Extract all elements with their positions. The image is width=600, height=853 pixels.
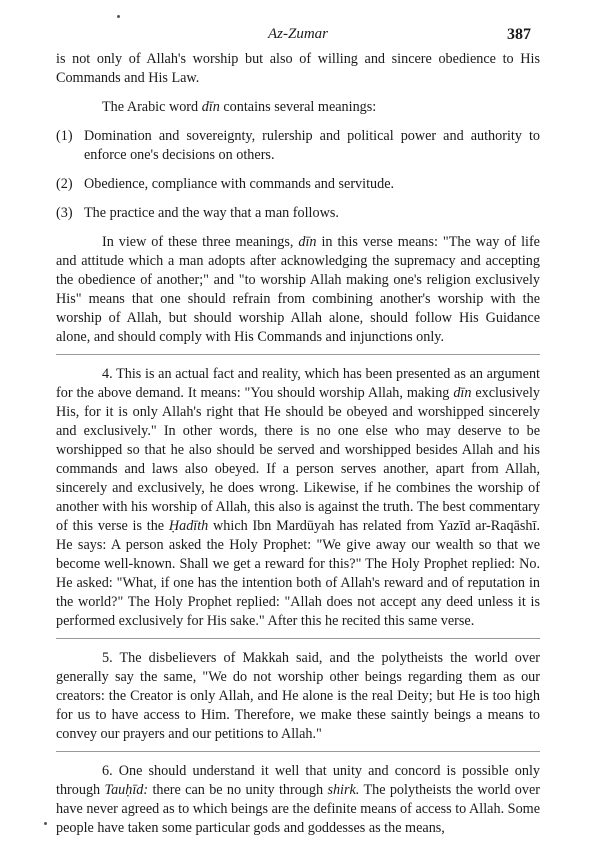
list-text: The practice and the way that a man follows. [84, 205, 339, 221]
scan-speck [44, 822, 47, 825]
list-item [56, 127, 540, 165]
list-number: (3) [56, 205, 73, 221]
list-number: (1) [56, 128, 73, 144]
paragraph-note-6 [56, 762, 540, 838]
text-run: In view of these three meanings, [102, 234, 299, 250]
text-run: 6. One should understand it well that unity and concord is possible only through [56, 763, 540, 798]
term-hadith: Ḥadīth [168, 518, 209, 534]
body-text [56, 50, 540, 848]
text-run: contains several meanings: [219, 99, 377, 115]
term-tauhid: Tauḥīd: [104, 782, 149, 798]
text-run: The Arabic word [102, 99, 202, 115]
meanings-list [56, 127, 540, 223]
term-din: dīn [201, 99, 220, 115]
paragraph-note-4 [56, 365, 540, 639]
text-run: in this verse means: "The way of life and attitude which a man adopts after acknowledging the supremacy and accepting the obedience of another;" and "to worship Allah making one's religion exclusively His" means that one should refrain from combining another's worship with the worship of Allah, but should worship Allah alone, should follow His Guidance alone, and should comply with His Commands and injunctions only. [56, 234, 540, 345]
text-run: 4. This is an actual fact and reality, which has been presented as an argument for the above demand. It means: "You should worship Allah, making [56, 366, 540, 401]
paragraph-note-5: 5. The disbelievers of Makkah said, and the polytheists the world over generally say the same, "We do not worship other beings regarding them as our creators: the Creator is only Allah, and He alone is the real Deity; but He is too high for us to have access to Him. Therefore, we make these saintly beings a means to convey our prayers and our petitions to Allah." [56, 649, 540, 752]
scan-speck [117, 15, 120, 18]
list-item [56, 204, 540, 223]
page-header [0, 26, 600, 48]
paragraph-arabic-word [56, 98, 540, 117]
text-run: which Ibn Mardūyah has related from Yazīd ar-Raqāshī. He says: A person asked the Holy Prophet: "We give away our wealth so that we become well-known. Shall we get a reward for this?" The Holy Prophet replied: No. He asked: "What, if one has the intention both of Allah's reward and of reputation in the world?" The Holy Prophet replied: "Allah does not accept any deed unless it is performed exclusively for His sake." After this he recited this same verse. [56, 518, 540, 629]
term-din: dīn [298, 234, 317, 250]
list-item [56, 175, 540, 194]
running-title: Az-Zumar [268, 26, 329, 42]
text-run: there can be no unity through [148, 782, 328, 798]
paragraph-continuation: is not only of Allah's worship but also of willing and sincere obedience to His Commands and His Law. [56, 51, 540, 86]
text-run: exclusively His, for it is only Allah's right that He should be obeyed and worshipped sincerely and exclusively." In other words, there is no one else who may deserve to be worshipped so that he also should be served and worshipped besides Allah and his commands and laws also obeyed. If a person serves another, apart from Allah, sincerely and exclusively, he does wrong. Likewise, if he combines the worship of another with his worship of Allah, this also is against the truth. The best commentary of this verse is the [56, 385, 540, 534]
term-shirk: shirk. [327, 782, 360, 798]
paragraph-meanings-explanation [56, 233, 540, 355]
term-din: dīn [453, 385, 472, 401]
list-text: Obedience, compliance with commands and servitude. [84, 176, 395, 192]
text-run: The polytheists the world over have never agreed as to which beings are the definite means of access to Allah. Some people have taken some particular gods and goddesses as the means, [56, 782, 540, 836]
list-number: (2) [56, 176, 73, 192]
page-number: 387 [507, 26, 531, 43]
list-text: Domination and sovereignty, rulership and political power and authority to enforce one's decisions on others. [84, 128, 540, 163]
